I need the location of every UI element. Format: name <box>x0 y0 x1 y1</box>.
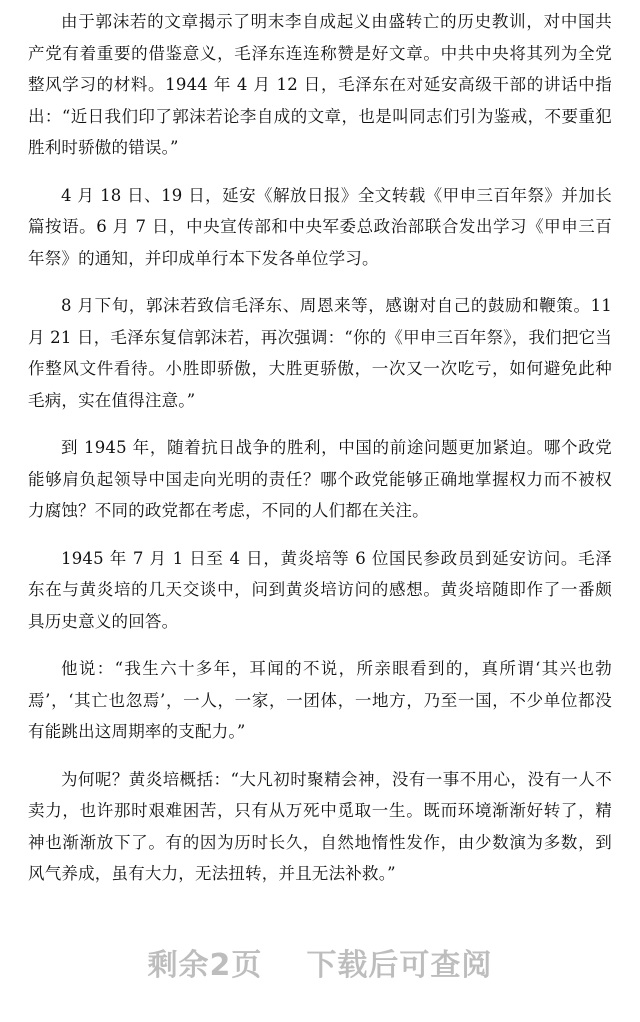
download-prompt[interactable] <box>0 940 640 984</box>
paragraph-4: 到 1945 年，随着抗日战争的胜利，中国的前途问题更加紧迫。哪个政党能够肩负起领导中国走向光明的责任？哪个政党能够正确地掌握权力而不被权力腐蚀？不同的政党都在考虑，不同的人们都在关注。 <box>28 438 612 520</box>
remaining-pages-label: 剩余2页 <box>147 948 263 983</box>
paragraph-2: 4 月 18 日、19 日，延安《解放日报》全文转载《甲申三百年祭》并加长篇按语。6 月 7 日，中央宣传部和中央军委总政治部联合发出学习《甲申三百年祭》的通知，并印成单行本下发各单位学习。 <box>28 185 612 268</box>
paragraph-7: 为何呢？黄炎培概括：“大凡初时聚精会神，没有一事不用心，没有一人不卖力，也许那时艰难困苦，只有从万死中觅取一生。既而环境渐渐好转了，精神也渐渐放下了。有的因为历时长久，自然地惰性发作，由少数演为多数，到风气养成，虽有大力，无法扭转，并且无法补救。” <box>28 769 612 883</box>
paragraph-5: 1945 年 7 月 1 日至 4 日，黄炎培等 6 位国民参政员到延安访问。毛泽东在与黄炎培的几天交谈中，问到黄炎培访问的感想。黄炎培随即作了一番颇具历史意义的回答。 <box>28 548 612 631</box>
paragraph-6: 他说：“我生六十多年，耳闻的不说，所亲眼看到的，真所谓‘其兴也勃焉’，‘其亡也忽焉’，一人，一家，一团体，一地方，乃至一国，不少单位都没有能跳出这周期率的支配力。” <box>28 659 612 741</box>
paragraph-1: 由于郭沫若的文章揭示了明末李自成起义由盛转亡的历史教训，对中国共产党有着重要的借鉴意义，毛泽东连连称赞是好文章。中共中央将其列为全党整风学习的材料。1944 年 4 月 12 日，毛泽东在对延安高级干部的讲话中指出：“近日我们印了郭沫若论李自成的文章，也是叫同志们引为鉴戒，不要重犯胜利时骄傲的错误。” <box>28 12 612 157</box>
document-body <box>28 6 612 906</box>
paragraph-3: 8 月下旬，郭沫若致信毛泽东、周恩来等，感谢对自己的鼓励和鞭策。11 月 21 日，毛泽东复信郭沫若，再次强调：“你的《甲申三百年祭》，我们把它当作整风文件看待。小胜即骄傲，大胜更骄傲，一次又一次吃亏，如何避免此种毛病，实在值得注意。” <box>28 296 612 410</box>
download-to-view-label: 下载后可查阅 <box>306 948 493 983</box>
